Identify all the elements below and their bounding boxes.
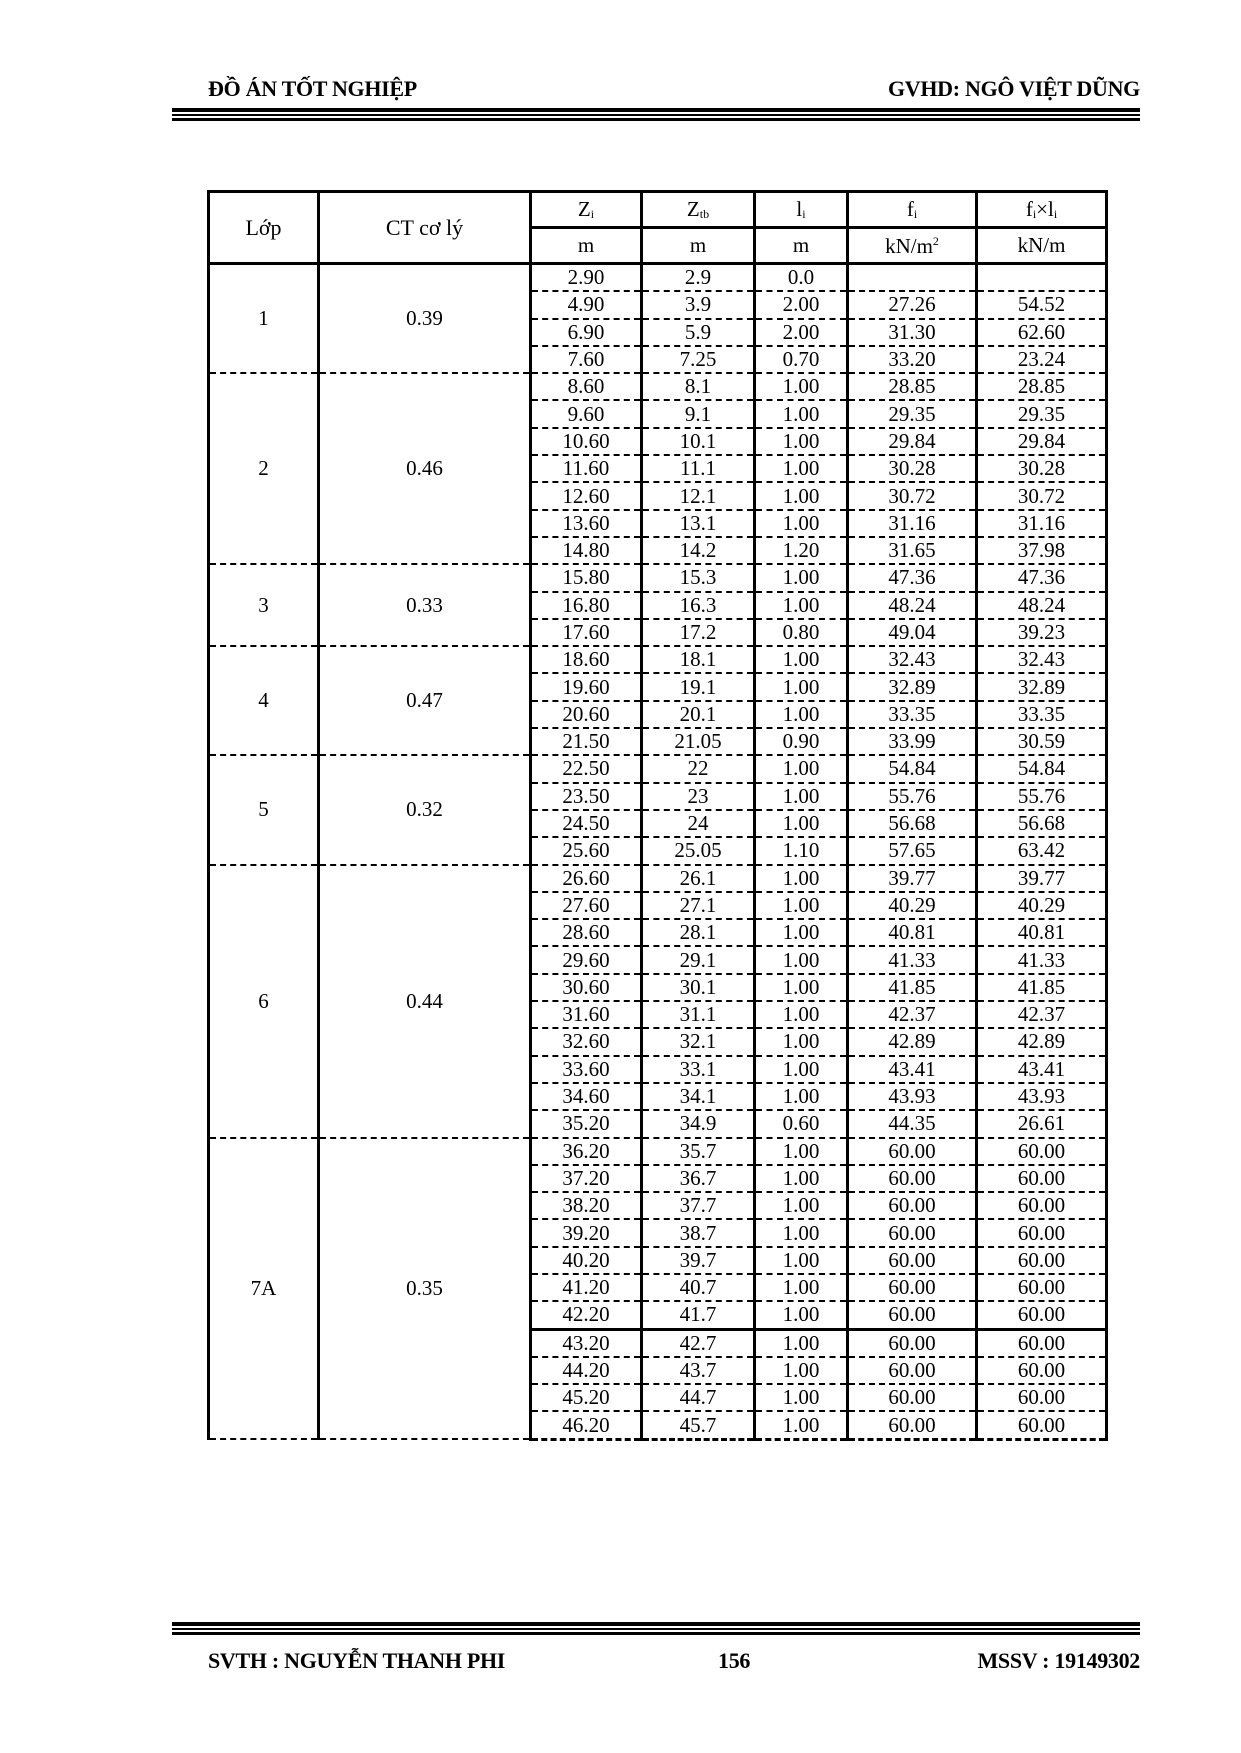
cell-li: 1.00 (755, 1083, 848, 1110)
cell-ztb: 41.7 (642, 1301, 755, 1329)
cell-fi: 60.00 (848, 1411, 977, 1439)
cell-fili: 28.85 (977, 373, 1107, 400)
cell-fili: 47.36 (977, 564, 1107, 591)
cell-fi: 29.35 (848, 400, 977, 427)
cell-zi: 25.60 (531, 837, 642, 864)
cell-fi: 43.93 (848, 1083, 977, 1110)
cell-ztb: 42.7 (642, 1329, 755, 1357)
cell-fi: 60.00 (848, 1192, 977, 1219)
cell-fi: 48.24 (848, 592, 977, 619)
cell-ztb: 24 (642, 810, 755, 837)
cell-zi: 16.80 (531, 592, 642, 619)
cell-ztb: 44.7 (642, 1384, 755, 1411)
cell-li: 1.00 (755, 1274, 848, 1301)
cell-ztb: 14.2 (642, 537, 755, 564)
cell-ztb: 20.1 (642, 701, 755, 728)
cell-ztb: 35.7 (642, 1138, 755, 1165)
cell-fili (977, 264, 1107, 292)
cell-ztb: 30.1 (642, 974, 755, 1001)
cell-ztb: 9.1 (642, 400, 755, 427)
cell-zi: 44.20 (531, 1357, 642, 1384)
cell-fili: 60.00 (977, 1384, 1107, 1411)
layer-number: 7A (209, 1138, 319, 1440)
cell-ztb: 25.05 (642, 837, 755, 864)
cell-zi: 41.20 (531, 1274, 642, 1301)
unit-zi: m (531, 228, 642, 264)
cell-li: 1.00 (755, 1357, 848, 1384)
cell-zi: 22.50 (531, 755, 642, 782)
cell-fili: 60.00 (977, 1138, 1107, 1165)
cell-fili: 33.35 (977, 701, 1107, 728)
cell-fili: 39.77 (977, 865, 1107, 892)
cell-fili: 32.43 (977, 646, 1107, 673)
cell-li: 1.00 (755, 400, 848, 427)
cell-fi: 43.41 (848, 1056, 977, 1083)
cell-fi: 60.00 (848, 1329, 977, 1357)
cell-ztb: 16.3 (642, 592, 755, 619)
cell-li: 1.00 (755, 1165, 848, 1192)
cell-li: 1.00 (755, 673, 848, 700)
cell-ztb: 33.1 (642, 1056, 755, 1083)
cell-fi: 55.76 (848, 783, 977, 810)
cell-fili: 60.00 (977, 1274, 1107, 1301)
cell-fi: 54.84 (848, 755, 977, 782)
table-row (209, 865, 1107, 892)
cell-fi: 33.99 (848, 728, 977, 755)
cell-zi: 17.60 (531, 619, 642, 646)
cell-li: 1.00 (755, 1329, 848, 1357)
cell-zi: 7.60 (531, 346, 642, 373)
cell-li: 0.60 (755, 1110, 848, 1137)
layer-coefficient: 0.35 (319, 1138, 531, 1440)
cell-ztb: 21.05 (642, 728, 755, 755)
cell-li: 1.00 (755, 510, 848, 537)
cell-li: 1.00 (755, 1028, 848, 1055)
cell-li: 1.00 (755, 783, 848, 810)
cell-zi: 35.20 (531, 1110, 642, 1137)
cell-ztb: 28.1 (642, 919, 755, 946)
cell-zi: 6.90 (531, 319, 642, 346)
cell-zi: 14.80 (531, 537, 642, 564)
cell-ztb: 26.1 (642, 865, 755, 892)
table-row (209, 1138, 1107, 1165)
cell-zi: 4.90 (531, 291, 642, 318)
cell-fi: 56.68 (848, 810, 977, 837)
cell-fi: 39.77 (848, 865, 977, 892)
cell-fili: 63.42 (977, 837, 1107, 864)
cell-zi: 18.60 (531, 646, 642, 673)
cell-zi: 13.60 (531, 510, 642, 537)
supervisor-name: GVHD: NGÔ VIỆT DŨNG (887, 76, 1140, 101)
cell-fi: 30.28 (848, 455, 977, 482)
cell-li: 1.10 (755, 837, 848, 864)
layer-number: 3 (209, 564, 319, 646)
cell-fili: 42.37 (977, 1001, 1107, 1028)
table-row (209, 373, 1107, 400)
cell-fi: 60.00 (848, 1138, 977, 1165)
cell-fili: 30.72 (977, 482, 1107, 509)
cell-zi: 26.60 (531, 865, 642, 892)
cell-ztb: 36.7 (642, 1165, 755, 1192)
cell-ztb: 7.25 (642, 346, 755, 373)
cell-fili: 29.35 (977, 400, 1107, 427)
cell-li: 1.00 (755, 1001, 848, 1028)
cell-li: 1.00 (755, 1411, 848, 1439)
cell-li: 1.00 (755, 755, 848, 782)
cell-fili: 60.00 (977, 1165, 1107, 1192)
cell-ztb: 40.7 (642, 1274, 755, 1301)
cell-li: 1.00 (755, 373, 848, 400)
cell-fi: 44.35 (848, 1110, 977, 1137)
cell-li: 1.00 (755, 946, 848, 973)
cell-ztb: 11.1 (642, 455, 755, 482)
header-ztb: $Z_{tb}$ (642, 192, 755, 228)
cell-li: 1.00 (755, 974, 848, 1001)
cell-fili: 43.41 (977, 1056, 1107, 1083)
cell-ztb: 19.1 (642, 673, 755, 700)
cell-li: 1.00 (755, 1301, 848, 1329)
cell-ztb: 31.1 (642, 1001, 755, 1028)
cell-li: 1.00 (755, 810, 848, 837)
cell-ztb: 3.9 (642, 291, 755, 318)
cell-li: 1.00 (755, 1384, 848, 1411)
cell-zi: 20.60 (531, 701, 642, 728)
cell-fi: 41.33 (848, 946, 977, 973)
cell-fi: 41.85 (848, 974, 977, 1001)
cell-fi: 33.35 (848, 701, 977, 728)
cell-li: 1.00 (755, 919, 848, 946)
table-row (209, 264, 1107, 292)
cell-ztb: 12.1 (642, 482, 755, 509)
cell-fili: 41.85 (977, 974, 1107, 1001)
cell-zi: 27.60 (531, 892, 642, 919)
layer-number: 4 (209, 646, 319, 755)
header-lop: Lớp (209, 192, 319, 264)
cell-li: 0.70 (755, 346, 848, 373)
cell-ztb: 22 (642, 755, 755, 782)
cell-ztb: 2.9 (642, 264, 755, 292)
cell-ztb: 43.7 (642, 1357, 755, 1384)
cell-zi: 33.60 (531, 1056, 642, 1083)
cell-ztb: 37.7 (642, 1192, 755, 1219)
cell-fili: 29.84 (977, 428, 1107, 455)
cell-zi: 10.60 (531, 428, 642, 455)
cell-ztb: 39.7 (642, 1247, 755, 1274)
cell-li: 1.00 (755, 1138, 848, 1165)
cell-fili: 60.00 (977, 1192, 1107, 1219)
cell-zi: 34.60 (531, 1083, 642, 1110)
cell-fili: 31.16 (977, 510, 1107, 537)
cell-zi: 12.60 (531, 482, 642, 509)
cell-li: 0.0 (755, 264, 848, 292)
skin-friction-table (207, 190, 1108, 1441)
cell-fili: 41.33 (977, 946, 1107, 973)
header-fi: $f_i$ (848, 192, 977, 228)
cell-fi: 30.72 (848, 482, 977, 509)
unit-li: m (755, 228, 848, 264)
table-body (209, 264, 1107, 1440)
unit-fili: kN/m (977, 228, 1107, 264)
cell-zi: 39.20 (531, 1219, 642, 1246)
cell-ztb: 32.1 (642, 1028, 755, 1055)
cell-fili: 54.52 (977, 291, 1107, 318)
cell-zi: 28.60 (531, 919, 642, 946)
cell-ztb: 45.7 (642, 1411, 755, 1439)
cell-zi: 31.60 (531, 1001, 642, 1028)
layer-coefficient: 0.39 (319, 264, 531, 374)
cell-fi: 57.65 (848, 837, 977, 864)
cell-zi: 38.20 (531, 1192, 642, 1219)
cell-zi: 23.50 (531, 783, 642, 810)
cell-fili: 62.60 (977, 319, 1107, 346)
cell-ztb: 18.1 (642, 646, 755, 673)
cell-fi: 49.04 (848, 619, 977, 646)
cell-fi: 60.00 (848, 1301, 977, 1329)
student-name: SVTH : NGUYỄN THANH PHI (208, 1648, 506, 1673)
cell-zi: 40.20 (531, 1247, 642, 1274)
table-row (209, 564, 1107, 591)
cell-li: 1.00 (755, 1247, 848, 1274)
cell-li: 1.00 (755, 646, 848, 673)
cell-li: 1.00 (755, 592, 848, 619)
cell-fili: 60.00 (977, 1411, 1107, 1439)
cell-zi: 11.60 (531, 455, 642, 482)
cell-zi: 45.20 (531, 1384, 642, 1411)
cell-fili: 37.98 (977, 537, 1107, 564)
cell-zi: 15.80 (531, 564, 642, 591)
header-rule (172, 108, 1140, 121)
cell-fili: 60.00 (977, 1219, 1107, 1246)
cell-fili: 54.84 (977, 755, 1107, 782)
cell-fi: 40.81 (848, 919, 977, 946)
unit-fi: $kN/m^2$ (848, 228, 977, 264)
cell-zi: 42.20 (531, 1301, 642, 1329)
cell-zi: 36.20 (531, 1138, 642, 1165)
cell-fili: 40.29 (977, 892, 1107, 919)
cell-zi: 19.60 (531, 673, 642, 700)
cell-li: 1.00 (755, 1219, 848, 1246)
cell-zi: 24.50 (531, 810, 642, 837)
header-li: $l_i$ (755, 192, 848, 228)
cell-zi: 32.60 (531, 1028, 642, 1055)
cell-fi: 60.00 (848, 1274, 977, 1301)
cell-fili: 60.00 (977, 1329, 1107, 1357)
layer-number: 2 (209, 373, 319, 564)
cell-ztb: 34.9 (642, 1110, 755, 1137)
cell-fi: 29.84 (848, 428, 977, 455)
cell-ztb: 10.1 (642, 428, 755, 455)
unit-ztb: m (642, 228, 755, 264)
cell-fili: 55.76 (977, 783, 1107, 810)
cell-fili: 56.68 (977, 810, 1107, 837)
cell-li: 1.00 (755, 1192, 848, 1219)
cell-li: 1.00 (755, 892, 848, 919)
cell-ztb: 13.1 (642, 510, 755, 537)
cell-zi: 46.20 (531, 1411, 642, 1439)
cell-fi: 33.20 (848, 346, 977, 373)
header-zi: $Z_i$ (531, 192, 642, 228)
cell-li: 2.00 (755, 319, 848, 346)
cell-fi: 60.00 (848, 1357, 977, 1384)
cell-fi: 60.00 (848, 1384, 977, 1411)
cell-ztb: 5.9 (642, 319, 755, 346)
layer-number: 6 (209, 865, 319, 1138)
cell-fili: 60.00 (977, 1357, 1107, 1384)
cell-ztb: 8.1 (642, 373, 755, 400)
cell-ztb: 23 (642, 783, 755, 810)
student-id: MSSV : 19149302 (977, 1648, 1140, 1673)
cell-li: 1.00 (755, 564, 848, 591)
cell-ztb: 17.2 (642, 619, 755, 646)
cell-li: 0.80 (755, 619, 848, 646)
cell-ztb: 27.1 (642, 892, 755, 919)
cell-fili: 30.28 (977, 455, 1107, 482)
cell-fili: 32.89 (977, 673, 1107, 700)
cell-li: 2.00 (755, 291, 848, 318)
cell-li: 1.00 (755, 482, 848, 509)
cell-li: 1.20 (755, 537, 848, 564)
cell-fili: 23.24 (977, 346, 1107, 373)
cell-ztb: 34.1 (642, 1083, 755, 1110)
cell-fi: 27.26 (848, 291, 977, 318)
cell-zi: 37.20 (531, 1165, 642, 1192)
cell-fi: 31.16 (848, 510, 977, 537)
cell-fili: 40.81 (977, 919, 1107, 946)
cell-fi: 60.00 (848, 1219, 977, 1246)
cell-fili: 43.93 (977, 1083, 1107, 1110)
cell-zi: 29.60 (531, 946, 642, 973)
cell-fili: 39.23 (977, 619, 1107, 646)
table-row (209, 646, 1107, 673)
cell-fi: 42.37 (848, 1001, 977, 1028)
cell-li: 1.00 (755, 455, 848, 482)
cell-fi (848, 264, 977, 292)
cell-fili: 30.59 (977, 728, 1107, 755)
document-title: ĐỒ ÁN TỐT NGHIỆP (208, 76, 417, 101)
cell-ztb: 38.7 (642, 1219, 755, 1246)
cell-fi: 47.36 (848, 564, 977, 591)
page-footer (172, 1622, 1140, 1682)
cell-zi: 8.60 (531, 373, 642, 400)
layer-coefficient: 0.46 (319, 373, 531, 564)
cell-zi: 30.60 (531, 974, 642, 1001)
cell-fi: 60.00 (848, 1165, 977, 1192)
page-number: 156 (718, 1648, 751, 1673)
cell-fi: 60.00 (848, 1247, 977, 1274)
cell-fi: 31.65 (848, 537, 977, 564)
cell-fili: 48.24 (977, 592, 1107, 619)
layer-number: 5 (209, 755, 319, 864)
table-row (209, 755, 1107, 782)
cell-ztb: 15.3 (642, 564, 755, 591)
header-ct: CT cơ lý (319, 192, 531, 264)
layer-coefficient: 0.44 (319, 865, 531, 1138)
cell-li: 1.00 (755, 701, 848, 728)
cell-fi: 31.30 (848, 319, 977, 346)
cell-li: 1.00 (755, 865, 848, 892)
cell-fi: 42.89 (848, 1028, 977, 1055)
cell-ztb: 29.1 (642, 946, 755, 973)
layer-coefficient: 0.33 (319, 564, 531, 646)
layer-coefficient: 0.32 (319, 755, 531, 864)
cell-li: 1.00 (755, 1056, 848, 1083)
cell-fili: 26.61 (977, 1110, 1107, 1137)
cell-fili: 42.89 (977, 1028, 1107, 1055)
cell-li: 0.90 (755, 728, 848, 755)
header-fili: $f_i\times l_i$ (977, 192, 1107, 228)
layer-coefficient: 0.47 (319, 646, 531, 755)
cell-fi: 28.85 (848, 373, 977, 400)
cell-fili: 60.00 (977, 1301, 1107, 1329)
cell-zi: 2.90 (531, 264, 642, 292)
cell-fili: 60.00 (977, 1247, 1107, 1274)
cell-fi: 40.29 (848, 892, 977, 919)
cell-fi: 32.89 (848, 673, 977, 700)
cell-zi: 43.20 (531, 1329, 642, 1357)
cell-zi: 21.50 (531, 728, 642, 755)
cell-fi: 32.43 (848, 646, 977, 673)
layer-number: 1 (209, 264, 319, 374)
page-header (172, 74, 1140, 124)
footer-rule (172, 1622, 1140, 1635)
cell-zi: 9.60 (531, 400, 642, 427)
cell-li: 1.00 (755, 428, 848, 455)
